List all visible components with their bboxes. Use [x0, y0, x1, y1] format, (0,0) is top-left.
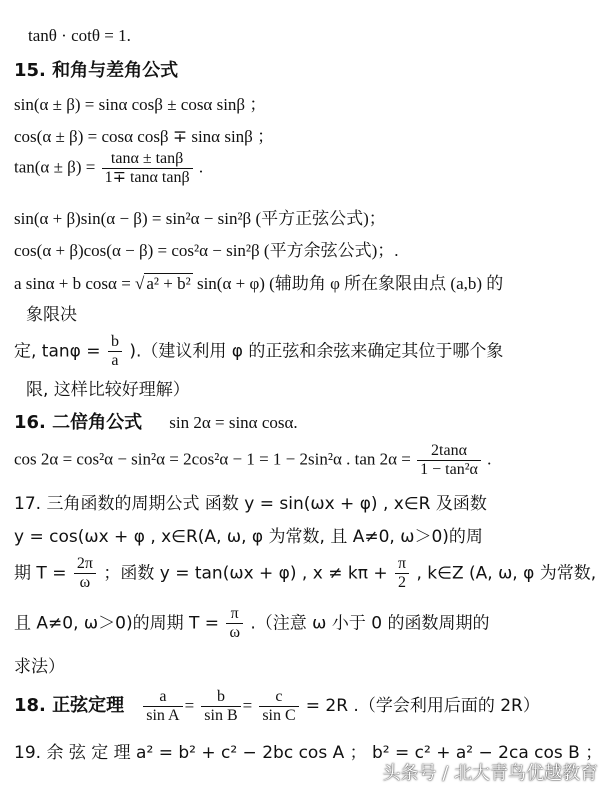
double-angle-tan-numerator: 2tanα: [417, 442, 481, 461]
tan-period-lhs: 且 A≠0, ω＞0)的周期 T =: [14, 613, 220, 634]
sin-sum-formula: sin(α ± β) = sinα cosβ ± cosα sinβ ；: [14, 95, 267, 114]
tan-period-fraction: [226, 605, 243, 642]
section-16-heading: [14, 408, 298, 434]
aux-continuation: 象限决: [26, 305, 77, 325]
tan-sum-fraction: [102, 150, 193, 187]
period-sin-numerator: 2π: [74, 555, 96, 574]
cos-sum-formula: cos(α ± β) = cosα cosβ ∓ sinα sinβ ；: [14, 127, 275, 146]
aux-tan-phi-lhs: 定, tanφ =: [14, 341, 101, 362]
sine-law-c-denominator: sin C: [262, 707, 296, 724]
sine-law-b-numerator: b: [201, 688, 240, 707]
double-angle-tan-denominator: 1 − tan²α: [420, 461, 478, 478]
square-cosine-formula: cos(α + β)cos(α − β) = cos²α − sin²β (平方余弦公式)；.: [14, 241, 399, 260]
sine-law-b-denominator: sin B: [204, 707, 238, 724]
sine-law-c-numerator: c: [259, 688, 298, 707]
tan-sum-formula: [14, 150, 203, 187]
tan-sum-numerator: tanα ± tanβ: [102, 150, 193, 169]
aux-tan-phi-fraction: [108, 333, 122, 370]
section-17-line-2: y = cos(ωx + φ , x∈R(A, ω, φ 为常数, 且 A≠0, ω＞0)的周: [14, 527, 483, 547]
sine-law-fraction-a: [143, 688, 182, 725]
aux-tan-phi-note: ).（建议利用 φ 的正弦和余弦来确定其位于哪个象: [129, 341, 504, 362]
double-angle-cos-tan: [14, 442, 491, 479]
sine-law-result: = 2R .（学会利用后面的 2R）: [305, 696, 540, 716]
double-angle-cos: cos 2α = cos²α − sin²α = 2cos²α − 1 = 1 − 2sin²α . tan 2α =: [14, 449, 411, 469]
sine-law-fraction-b: [201, 688, 240, 725]
tan-sum-lhs: tan(α ± β) =: [14, 157, 96, 177]
section-19-line: 19. 余 弦 定 理 a² = b² + c² − 2bc cos A ； b² = c² + a² − 2ca cos B ；: [14, 743, 603, 763]
watermark: 头条号 / 北大青鸟优越教育: [382, 763, 598, 784]
sine-law-fraction-c: [259, 688, 298, 725]
tan-period-note: .（注意 ω 小于 0 的函数周期的: [250, 613, 490, 634]
section-16-title: 16. 二倍角公式: [14, 412, 143, 433]
tan-domain-fraction: [395, 555, 409, 592]
tan-sum-denominator: 1∓ tanα tanβ: [104, 169, 190, 186]
section-17-line-4: [14, 605, 489, 642]
tan-domain-denominator: 2: [398, 574, 407, 591]
section-15-heading: 15. 和角与差角公式: [14, 60, 179, 81]
aux-note-end: 限, 这样比较好理解）: [26, 380, 190, 400]
double-angle-end: .: [487, 449, 492, 469]
square-sine-formula: sin(α + β)sin(α − β) = sin²α − sin²β (平方正弦公式)；: [14, 209, 386, 228]
section-17-line-3: [14, 555, 596, 592]
aux-sqrt: a² + b²: [146, 274, 191, 293]
tan-constants-text: , k∈Z (A, ω, φ 为常数,: [416, 563, 597, 584]
period-sin-denominator: ω: [79, 574, 91, 591]
section-18-title: 18. 正弦定理: [14, 695, 125, 716]
tan-cot-identity: tanθ · cotθ = 1.: [28, 26, 131, 45]
tan-period-denominator: ω: [229, 624, 240, 641]
tan-period-numerator: π: [226, 605, 243, 624]
aux-lhs: a sinα + b cosα =: [14, 274, 136, 293]
aux-tan-phi-line: [14, 333, 503, 370]
tan-domain-numerator: π: [395, 555, 409, 574]
double-angle-tan-fraction: [417, 442, 481, 479]
auxiliary-angle-formula: a sinα + b cosα = √ a² + b² sin(α + φ) (辅助角 φ 所在象限由点 (a,b) 的: [14, 274, 504, 293]
period-sin-fraction: [74, 555, 96, 592]
aux-tan-phi-denominator: a: [111, 352, 119, 369]
aux-rest: sin(α + φ) (辅助角 φ 所在象限由点 (a,b) 的: [192, 274, 504, 293]
tan-sum-end: .: [198, 157, 204, 177]
aux-tan-phi-numerator: b: [108, 333, 122, 352]
sine-law-a-denominator: sin A: [146, 707, 180, 724]
double-angle-sin: sin 2α = sinα cosα.: [169, 413, 298, 432]
period-lhs: 期 T =: [14, 563, 67, 584]
section-18-line: 18. 正弦定理 $\frac{a}{\text{sin A}}$ = $\frac{b}{\text{sin B}}$ = $\frac{c}{\text{sin C}}$ = 2R .（学会利用后面的 2R）: [14, 688, 540, 724]
sine-law-a-numerator: a: [143, 688, 182, 707]
section-17-line-1: 17. 三角函数的周期公式 函数 y = sin(ωx + φ) , x∈R 及函数: [14, 494, 487, 514]
tan-function-text: ；函数 y = tan(ωx + φ) , x ≠ kπ +: [103, 563, 388, 584]
section-17-line-5: 求法）: [14, 657, 65, 677]
